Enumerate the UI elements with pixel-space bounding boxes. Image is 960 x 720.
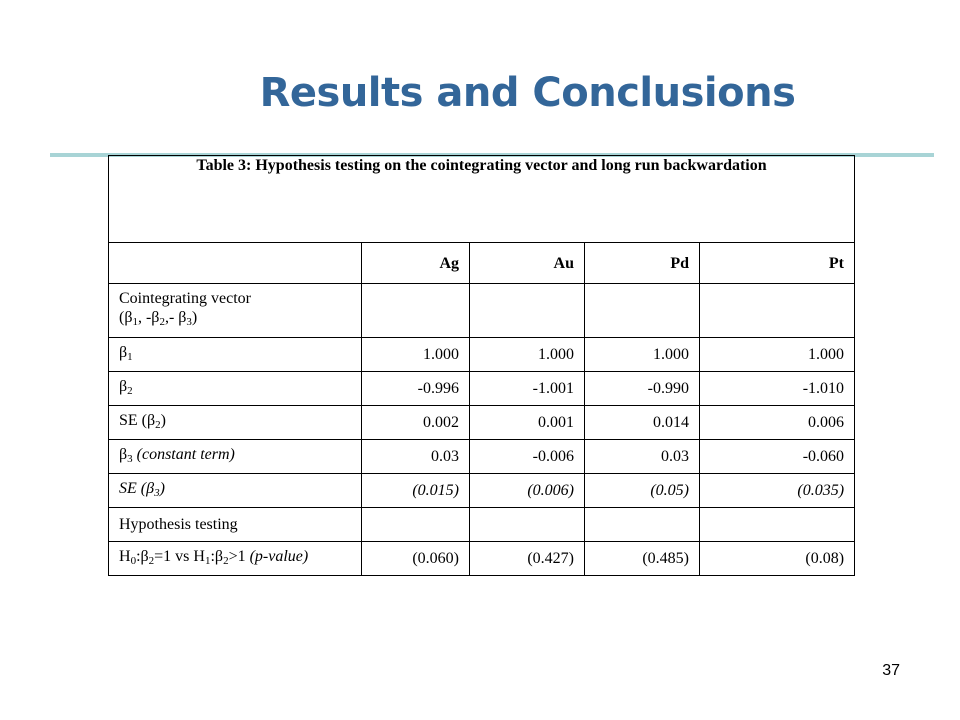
table-cell: 0.014 [585,406,700,440]
row-label-hypothesis-testing: Hypothesis testing [109,508,362,542]
table-cell: -0.060 [700,440,855,474]
table-cell: 1.000 [362,338,470,372]
table-cell [585,508,700,542]
hypothesis-table [108,155,855,576]
table-cell: (0.060) [362,542,470,576]
table-row [109,542,855,576]
row-label-h0-test: $H_0:\beta_2=1$ vs $H_1:\beta_2>1$ (p-value) [109,542,362,576]
column-header-ag: Ag [362,243,470,284]
table-row [109,406,855,440]
table-cell [470,508,585,542]
table-cell: 0.03 [585,440,700,474]
table-row [109,474,855,508]
table-cell [362,508,470,542]
row-label-se-beta3: SE $(\beta_3)$ [109,474,362,508]
table-cell: (0.05) [585,474,700,508]
table-cell [470,284,585,338]
table-cell: 1.000 [700,338,855,372]
table-header-row [109,243,855,284]
table-cell [700,508,855,542]
column-header-pt: Pt [700,243,855,284]
slide-title: Results and Conclusions [259,70,796,116]
row-label-line1: Cointegrating vector [119,290,251,307]
column-header-blank [109,243,362,284]
table-cell: 0.006 [700,406,855,440]
row-label-beta3: $\beta_3$ (constant term) [109,440,362,474]
column-header-pd: Pd [585,243,700,284]
table-cell: (0.427) [470,542,585,576]
table-cell: (0.485) [585,542,700,576]
column-header-au: Au [470,243,585,284]
table-cell: 0.001 [470,406,585,440]
table-row [109,508,855,542]
table-row [109,338,855,372]
table-cell: 1.000 [470,338,585,372]
table-row [109,284,855,338]
table-caption: Table 3: Hypothesis testing on the cointegrating vector and long run backwardation [109,156,855,243]
table-cell [362,284,470,338]
row-label-beta1: $\beta_1$ [109,338,362,372]
table-cell: -0.006 [470,440,585,474]
table-cell [700,284,855,338]
table-cell: 1.000 [585,338,700,372]
page-number: 37 [882,662,900,679]
table-cell: (0.08) [700,542,855,576]
row-label-line2: ($\beta_1$, $-\beta_2,-$ $\beta_3$) [119,309,198,328]
table-cell: 0.002 [362,406,470,440]
row-label-se-beta2: SE $(\beta_2)$ [109,406,362,440]
table-cell: (0.015) [362,474,470,508]
table-cell: 0.03 [362,440,470,474]
table-cell: (0.035) [700,474,855,508]
row-label-cointegrating-vector [109,284,362,338]
table-row [109,372,855,406]
table-cell: -0.996 [362,372,470,406]
table-cell: -1.010 [700,372,855,406]
table-cell [585,284,700,338]
table-cell: -0.990 [585,372,700,406]
table-row [109,440,855,474]
table-cell: -1.001 [470,372,585,406]
row-label-beta2: $\beta_2$ [109,372,362,406]
table-cell: (0.006) [470,474,585,508]
